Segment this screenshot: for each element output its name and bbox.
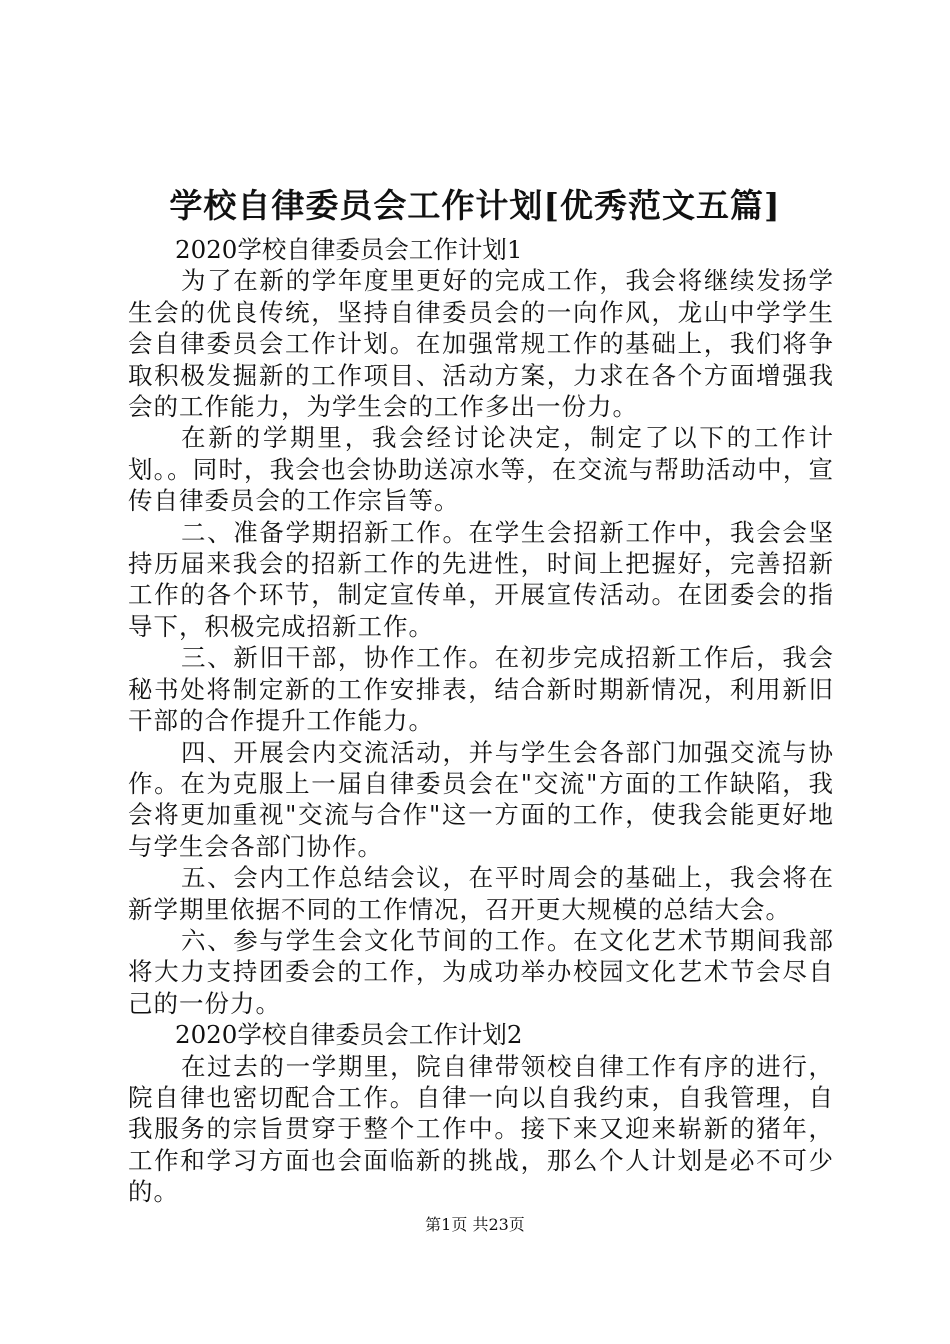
document-body	[128, 234, 834, 1208]
paragraph: 为了在新的学年度里更好的完成工作，我会将继续发扬学生会的优良传统，坚持自律委员会的一向作风，龙山中学学生会自律委员会工作计划。在加强常规工作的基础上，我们将争取积极发掘新的工作项目、活动方案，力求在各个方面增强我会的工作能力，为学生会的工作多出一份力。	[128, 266, 834, 422]
paragraph: 六、参与学生会文化节间的工作。在文化艺术节期间我部将大力支持团委会的工作，为成功举办校园文化艺术节会尽自己的一份力。	[128, 925, 834, 1018]
section-heading-1: 2020学校自律委员会工作计划1	[175, 235, 523, 264]
document-title: 学校自律委员会工作计划[优秀范文五篇]	[169, 186, 781, 225]
page-footer: 第1页 共23页	[425, 1215, 525, 1234]
paragraph: 三、新旧干部，协作工作。在初步完成招新工作后，我会秘书处将制定新的工作安排表，结合新时期新情况，利用新旧干部的合作提升工作能力。	[128, 643, 834, 736]
section-heading-2: 2020学校自律委员会工作计划2	[175, 1020, 523, 1050]
paragraph: 四、开展会内交流活动，并与学生会各部门加强交流与协作。在为克服上一届自律委员会在"交流"方面的工作缺陷，我会将更加重视"交流与合作"这一方面的工作，使我会能更好地与学生会各部门协作。	[128, 737, 834, 861]
paragraph: 在过去的一学期里，院自律带领校自律工作有序的进行，院自律也密切配合工作。自律一向以自我约束，自我管理，自我服务的宗旨贯穿于整个工作中。接下来又迎来崭新的猪年，工作和学习方面也会面临新的挑战，那么个人计划是必不可少的。	[128, 1051, 834, 1207]
paragraph: 五、会内工作总结会议，在平时周会的基础上，我会将在新学期里依据不同的工作情况，召开更大规模的总结大会。	[128, 863, 834, 924]
paragraph: 二、准备学期招新工作。在学生会招新工作中，我会会坚持历届来我会的招新工作的先进性，时间上把握好，完善招新工作的各个环节，制定宣传单，开展宣传活动。在团委会的指导下，积极完成招新工作。	[128, 517, 834, 641]
paragraph: 在新的学期里，我会经讨论决定，制定了以下的工作计划。。同时，我会也会协助送凉水等，在交流与帮助活动中，宣传自律委员会的工作宗旨等。	[128, 423, 834, 516]
